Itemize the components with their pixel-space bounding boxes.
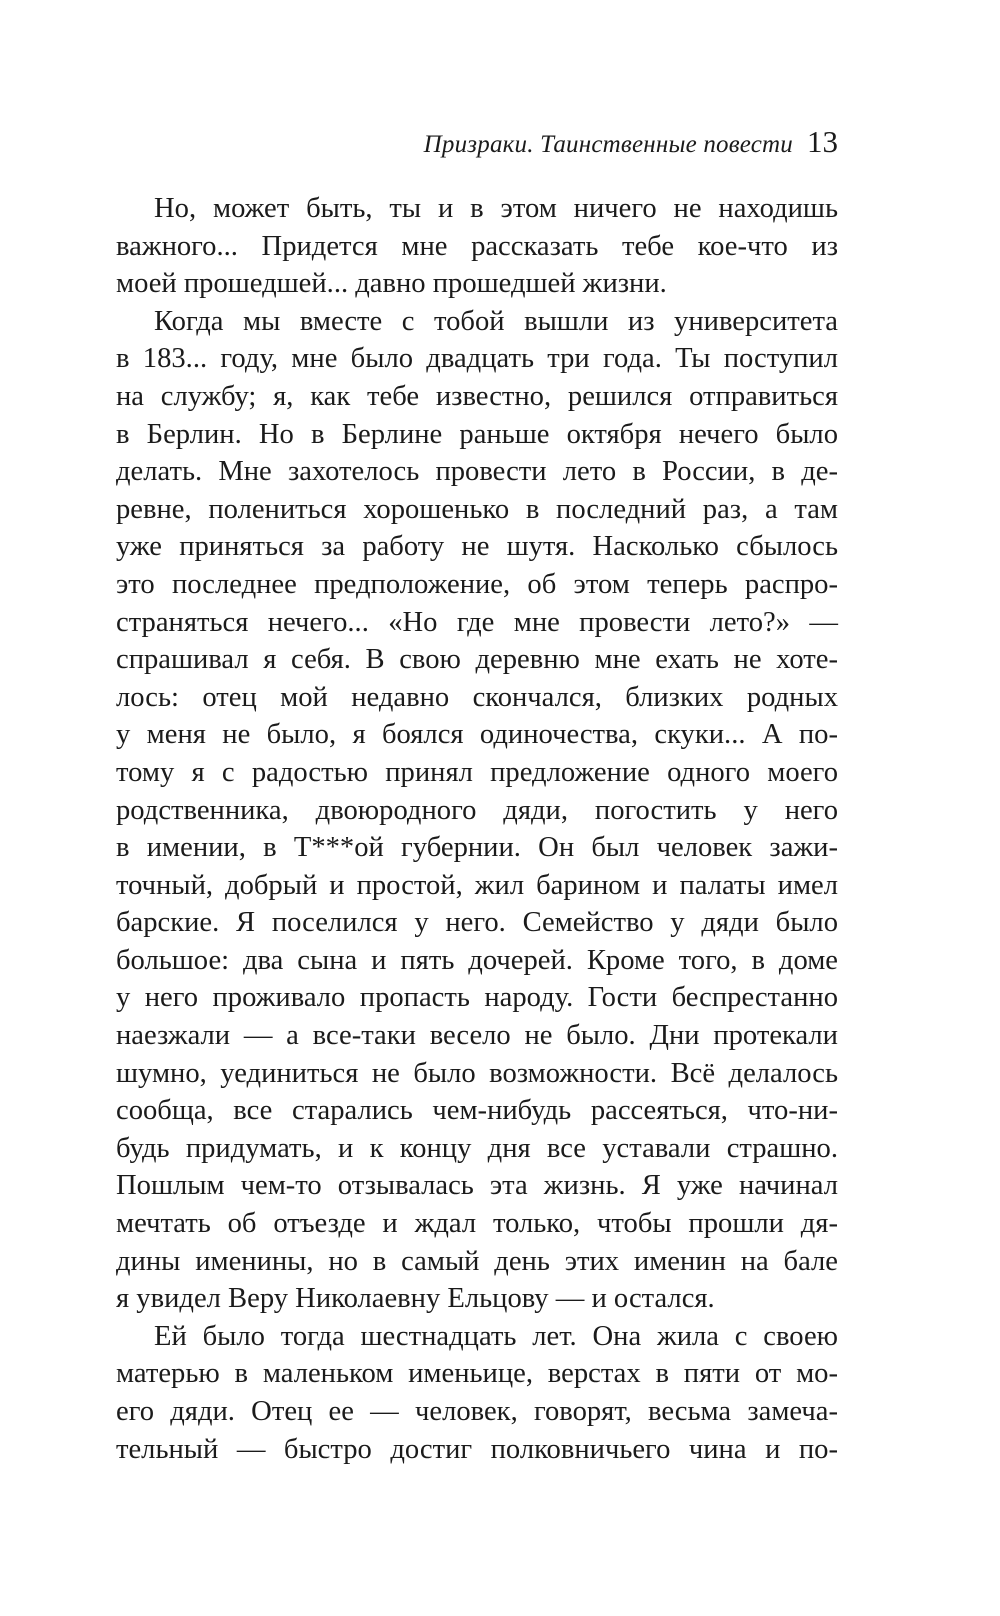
text-line: тому я с радостью принял предложение одного моего	[116, 756, 838, 788]
text-line: Когда мы вместе с тобой вышли из университета	[154, 305, 838, 337]
page-number: 13	[807, 124, 838, 159]
text-line: страняться нечего... «Но где мне провести лето?» —	[116, 606, 838, 638]
text-line: уже приняться за работу не шутя. Насколько сбылось	[116, 531, 838, 563]
text-line: будь придумать, и к концу дня все уставали страшно.	[116, 1132, 838, 1164]
text-line: Ей было тогда шестнадцать лет. Она жила с своею	[154, 1320, 838, 1352]
text-line: его дяди. Отец ее — человек, говорят, весьма замеча-	[116, 1396, 838, 1427]
text-line: Пошлым чем-то отзывалась эта жизнь. Я уже начинал	[116, 1170, 838, 1202]
text-line: мечтать об отъезде и ждал только, чтобы прошли дя-	[116, 1208, 838, 1240]
text-line: ревне, полениться хорошенько в последний раз, а там	[116, 493, 838, 525]
text-line: делать. Мне захотелось провести лето в России, в де-	[116, 456, 838, 488]
text-line: у него проживало пропасть народу. Гости беспрестанно	[116, 982, 838, 1014]
running-head	[116, 124, 838, 160]
text-line: наезжали — а все-таки весело не было. Дни протекали	[116, 1020, 838, 1052]
text-line: лось: отец мой недавно скончался, близких родных	[116, 681, 838, 713]
text-line: Но, может быть, ты и в этом ничего не находишь	[154, 193, 838, 224]
text-line: в 183... году, мне было двадцать три года. Ты поступил	[116, 343, 838, 375]
text-line: матерью в маленьком именьице, верстах в пяти от мо-	[116, 1358, 838, 1390]
text-line: тельный — быстро достиг полковничьего чина и по-	[116, 1433, 838, 1465]
text-line: спрашивал я себя. В свою деревню мне ехать не хоте-	[116, 644, 838, 676]
text-line: я увидел Веру Николаевну Ельцову — и остался.	[116, 1283, 715, 1315]
text-line: точный, добрый и простой, жил барином и палаты имел	[116, 869, 838, 901]
text-line: сообща, все старались чем-нибудь рассеяться, что-ни-	[116, 1095, 838, 1127]
text-line: шумно, уединиться не было возможности. Всё делалось	[116, 1057, 838, 1089]
text-line: большое: два сына и пять дочерей. Кроме того, в доме	[116, 944, 838, 976]
text-line: в имении, в Т***ой губернии. Он был человек зажи-	[116, 832, 838, 864]
text-line: это последнее предположение, об этом теперь распро-	[116, 568, 838, 600]
text-line: у меня не было, я боялся одиночества, скуки... А по-	[116, 719, 838, 751]
text-line: в Берлин. Но в Берлине раньше октября нечего было	[116, 418, 838, 450]
running-title: Призраки. Таинственные повести	[423, 131, 793, 158]
text-line: на службу; я, как тебе известно, решился отправиться	[116, 380, 838, 412]
text-line: барские. Я поселился у него. Семейство у дяди было	[116, 907, 838, 939]
text-line: родственника, двоюродного дяди, погостить у него	[116, 794, 838, 826]
body-text	[116, 190, 838, 1468]
text-line: важного... Придется мне рассказать тебе кое-что из	[116, 230, 838, 262]
text-line: дины именины, но в самый день этих именин на бале	[116, 1245, 838, 1277]
text-line: моей прошедшей... давно прошедшей жизни.	[116, 268, 667, 300]
